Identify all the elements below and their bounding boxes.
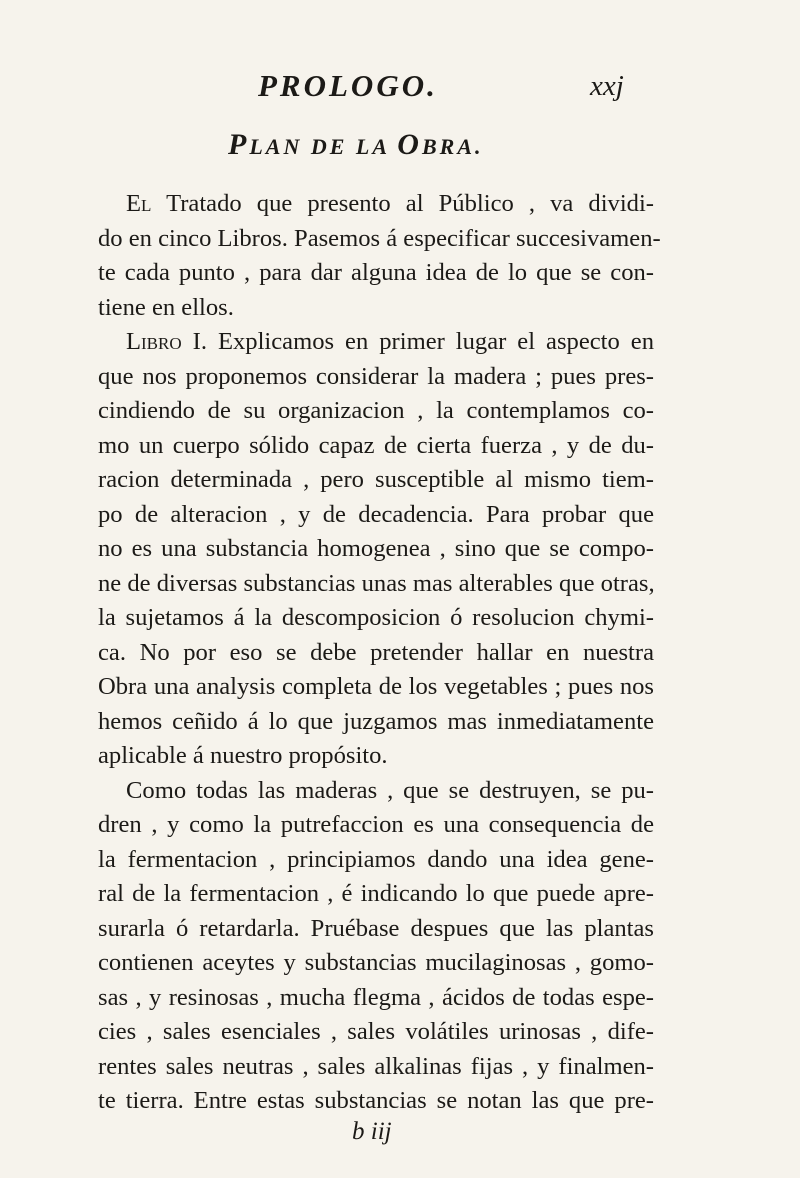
text-line: aplicable á nuestro propósito. (98, 742, 388, 769)
text-line: cies , sales esenciales , sales volátiles urinosas , dife- (98, 1018, 654, 1045)
body-text (98, 187, 661, 1119)
text-line: la fermentacion , principiamos dando una idea gene- (98, 845, 654, 873)
text-line: rentes sales neutras , sales alkalinas fijas , y finalmen- (98, 1052, 654, 1080)
text-line: contienen aceytes y substancias mucilaginosas , gomo- (98, 949, 654, 976)
text-line: mo un cuerpo sólido capaz de cierta fuerza , y de du- (98, 431, 654, 459)
heading-bra: BRA. (421, 134, 484, 159)
text-line: Como todas las maderas , que se destruyen, se pu- (126, 776, 654, 804)
text-line: tiene en ellos. (98, 293, 234, 321)
running-head (0, 68, 800, 108)
text-line: la sujetamos á la descomposicion ó resolucion chymi- (98, 604, 654, 631)
text-line: sas , y resinosas , mucha flegma , ácidos de todas espe- (98, 983, 654, 1011)
text-line: racion determinada , pero susceptible al mismo tiem- (98, 466, 654, 493)
text-line: Libro I. Explicamos en primer lugar el aspecto en (126, 328, 654, 355)
heading-initial-p: P (228, 128, 250, 161)
text-line: Obra una analysis completa de los vegetables ; pues nos (98, 673, 654, 700)
text-line: ral de la fermentacion , é indicando lo que puede apre- (98, 880, 654, 907)
lead-word: El (126, 190, 152, 217)
running-head-title: PROLOGO. (258, 68, 438, 103)
text-line: te tierra. Entre estas substancias se notan las que pre- (98, 1087, 654, 1114)
text-line: ne de diversas substancias unas mas alterables que otras, (98, 569, 655, 597)
text-line: no es una substancia homogenea , sino que se compo- (98, 535, 654, 562)
heading-lan-de-la: LAN DE LA (249, 134, 398, 159)
text-line: surarla ó retardarla. Pruébase despues que las plantas (98, 914, 654, 942)
section-heading (228, 128, 484, 162)
text-line: hemos ceñido á lo que juzgamos mas inmediatamente (98, 707, 654, 735)
text-line: po de alteracion , y de decadencia. Para probar que (98, 500, 654, 528)
text-line: te cada punto , para dar alguna idea de lo que se con- (98, 259, 654, 286)
signature-mark: b iij (352, 1118, 392, 1145)
text-line: ca. No por eso se debe pretender hallar en nuestra (98, 638, 654, 666)
text-line: cindiendo de su organizacion , la contemplamos co- (98, 397, 654, 424)
heading-initial-o: O (397, 128, 422, 161)
text-line: do en cinco Libros. Pasemos á especificar succesivamen- (98, 224, 661, 252)
text-line: dren , y como la putrefaccion es una consequencia de (98, 811, 654, 838)
text-line: que nos proponemos considerar la madera ; pues pres- (98, 362, 654, 390)
lead-word: Libro (126, 328, 182, 355)
text-line: El Tratado que presento al Público , va dividi- (126, 190, 654, 217)
page-number: xxj (590, 70, 624, 102)
